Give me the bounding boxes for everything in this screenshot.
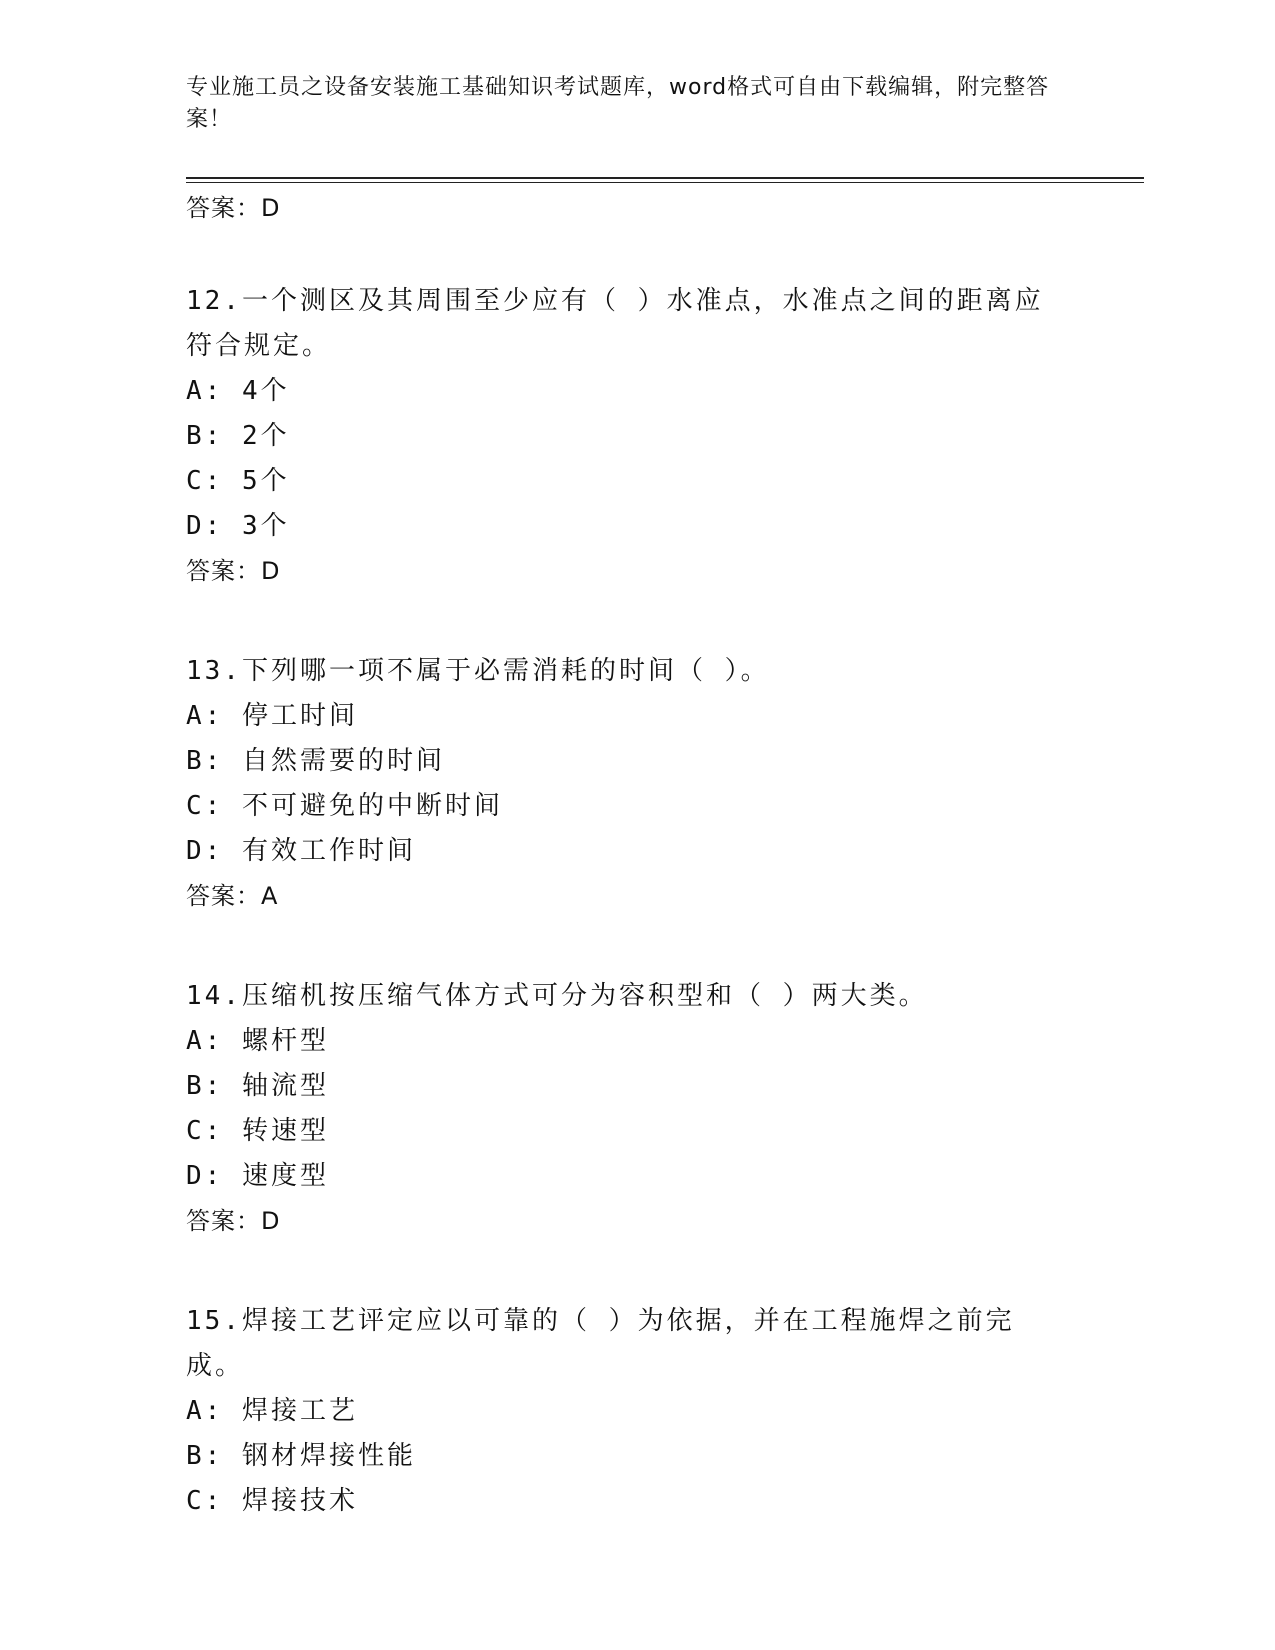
option-d: D: 有效工作时间	[186, 836, 416, 866]
question-13	[186, 649, 1066, 918]
option-d: D: 3个	[186, 511, 290, 541]
option-c: C: 不可避免的中断时间	[186, 791, 503, 821]
question-12	[186, 279, 1066, 593]
option-d: D: 速度型	[186, 1161, 329, 1191]
option-b: B: 钢材焊接性能	[186, 1441, 416, 1471]
question-stem: 13.下列哪一项不属于必需消耗的时间（ ）。	[186, 656, 770, 686]
question-stem: 12.一个测区及其周围至少应有（ ）水准点，水准点之间的距离应符合规定。	[186, 286, 1044, 361]
option-a: A: 螺杆型	[186, 1026, 329, 1056]
question-15	[186, 1299, 1066, 1524]
answer-line: 答案：D	[186, 557, 281, 585]
header-divider	[186, 177, 1144, 179]
option-c: C: 转速型	[186, 1116, 329, 1146]
document-header: 专业施工员之设备安装施工基础知识考试题库，word格式可自由下载编辑，附完整答案！	[186, 75, 1050, 132]
answer-line: 答案：A	[186, 882, 279, 910]
option-b: B: 自然需要的时间	[186, 746, 445, 776]
option-a: A: 焊接工艺	[186, 1396, 358, 1426]
option-c: C: 焊接技术	[186, 1486, 358, 1516]
option-b: B: 轴流型	[186, 1071, 329, 1101]
question-list	[186, 189, 1066, 1524]
answer-line: 答案：D	[186, 1207, 281, 1235]
answer-line: 答案：D	[186, 194, 281, 222]
option-a: A: 4个	[186, 376, 290, 406]
option-b: B: 2个	[186, 421, 290, 451]
question-stem: 14.压缩机按压缩气体方式可分为容积型和（ ）两大类。	[186, 981, 928, 1011]
question-stem: 15.焊接工艺评定应以可靠的（ ）为依据，并在工程施焊之前完成。	[186, 1306, 1015, 1381]
header-divider-thin	[186, 182, 1144, 183]
option-c: C: 5个	[186, 466, 290, 496]
question-14	[186, 974, 1066, 1243]
option-a: A: 停工时间	[186, 701, 358, 731]
